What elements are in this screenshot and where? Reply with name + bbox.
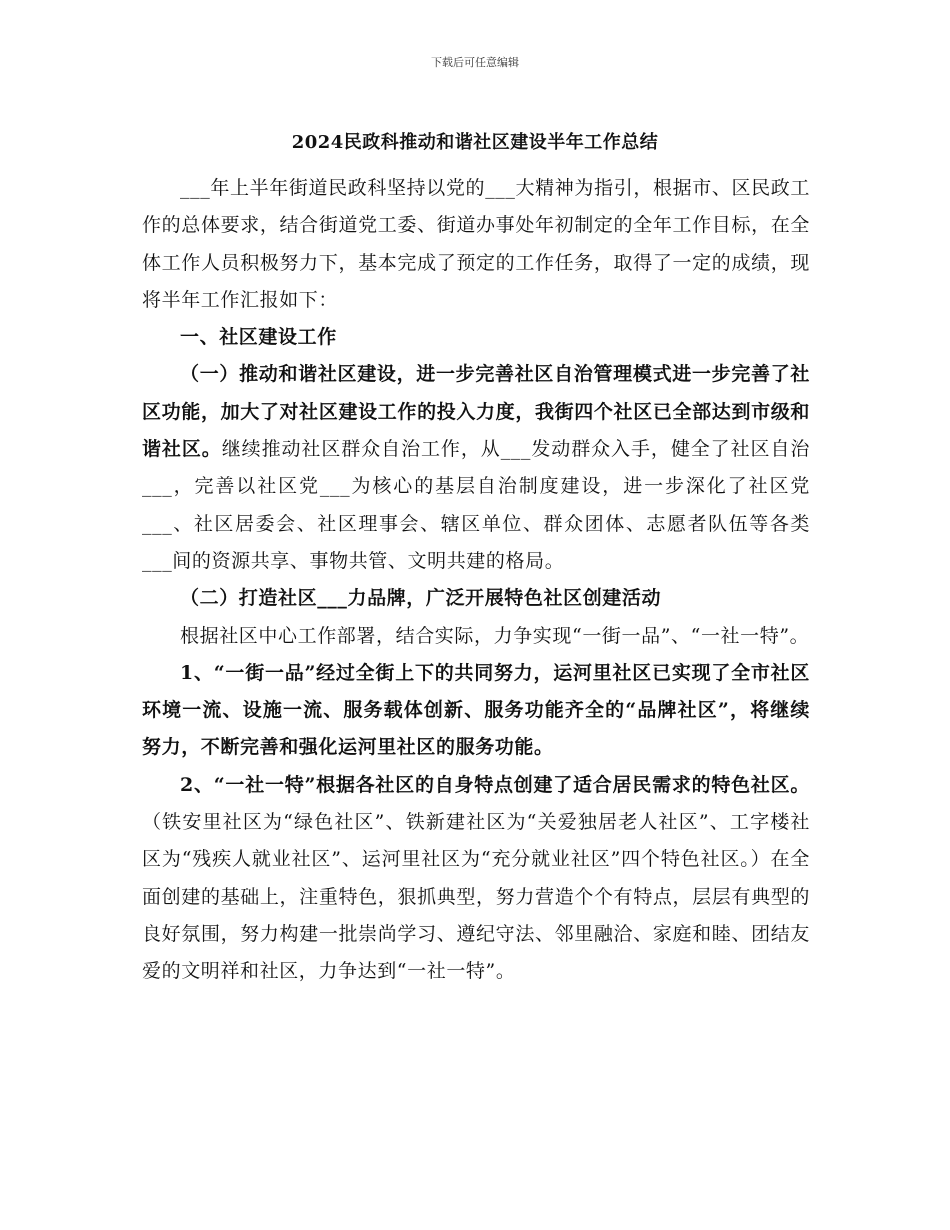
heading-text: 一、社区建设工作 [180, 326, 337, 349]
document-title: 2024民政科推动和谐社区建设半年工作总结 [291, 132, 659, 153]
paragraph-harmonious-community [142, 356, 810, 580]
paragraph-bold-lead: 1、“一街一品”经过全街上下的共同努力，运河里社区已实现了全市社区环境一流、设施一流、服务载体创新、服务功能齐全的“品牌社区”，将继续努力，不断完善和强化运河里社区的服务功能。 [142, 661, 810, 759]
paragraph-text: 根据社区中心工作部署，结合实际，力争实现“一街一品”、“一社一特”。 [180, 624, 810, 647]
heading-text: （二）打造社区___力品牌，广泛开展特色社区创建活动 [180, 587, 662, 610]
paragraph-bold-lead: （一）推动和谐社区建设，进一步完善社区自治管理模式进一步完善了社区功能，加大了对社区建设工作的投入力度，我街四个社区已全部达到市级和谐社区。 [142, 363, 810, 461]
paragraph-text: ___年上半年街道民政科坚持以党的___大精神为指引，根据市、区民政工作的总体要求，结合街道党工委、街道办事处年初制定的全年工作目标，在全体工作人员积极努力下，基本完成了预定的工作任务，取得了一定的成绩，现将半年工作汇报如下： [142, 177, 810, 311]
heading-community-building [142, 319, 810, 356]
paragraph-deployment [142, 618, 810, 655]
paragraph-one-community-one-feature [142, 767, 810, 991]
paragraph-text: 继续推动社区群众自治工作，从___发动群众入手，健全了社区自治___，完善以社区党___为核心的基层自治制度建设，进一步深化了社区党___、社区居委会、社区理事会、辖区单位、群众团体、志愿者队伍等各类___间的资源共享、事物共管、文明共建的格局。 [142, 438, 810, 572]
header-note: 下载后可任意编辑 [431, 56, 519, 69]
paragraph-intro [142, 170, 810, 319]
document-body [142, 170, 810, 991]
paragraph-one-street-one-brand [142, 655, 810, 767]
paragraph-bold-lead: 2、“一社一特”根据各社区的自身特点创建了适合居民需求的特色社区。 [180, 773, 810, 796]
paragraph-text: （铁安里社区为“绿色社区”、铁新建社区为“关爱独居老人社区”、工字楼社区为“残疾人就业社区”、运河里社区为“充分就业社区”四个特色社区。）在全面创建的基础上，注重特色，狠抓典型，努力营造个个有特点，层层有典型的良好氛围，努力构建一批崇尚学习、遵纪守法、邻里融洽、家庭和睦、团结友爱的文明祥和社区，力争达到“一社一特”。 [142, 811, 810, 983]
heading-community-brand [142, 580, 810, 617]
